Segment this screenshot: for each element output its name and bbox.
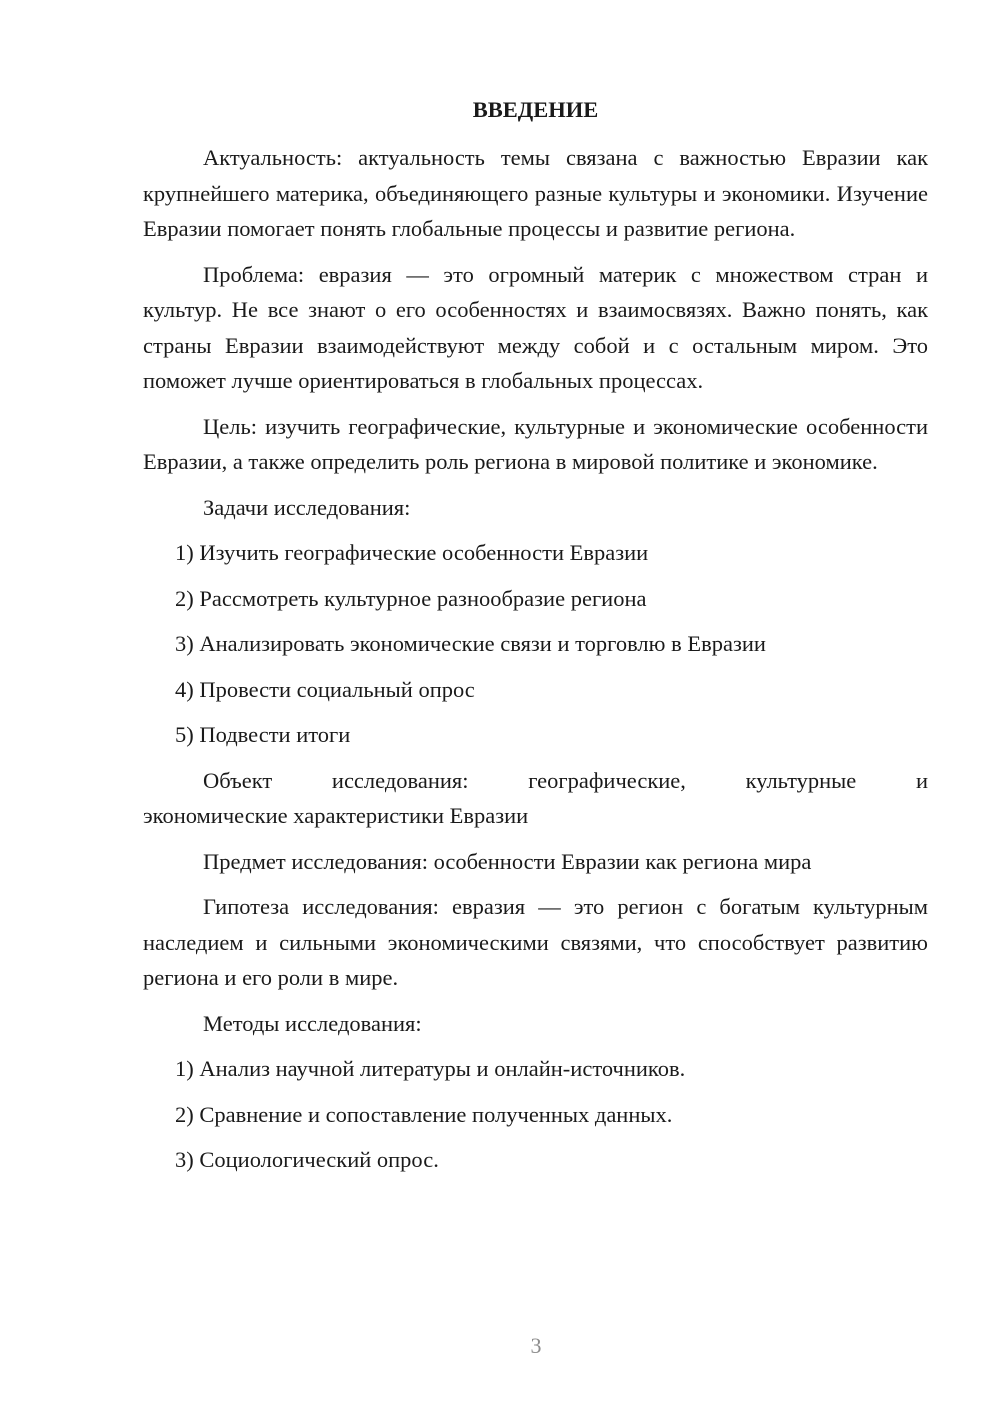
object-line-2: экономические характеристики Евразии	[143, 803, 529, 828]
page-number: 3	[530, 1333, 542, 1358]
tasks-list	[143, 535, 928, 753]
document-page	[143, 94, 928, 1188]
list-item: 1) Анализ научной литературы и онлайн-источников.	[175, 1056, 686, 1081]
list-item: 3) Социологический опрос.	[175, 1147, 439, 1172]
list-item: 2) Рассмотреть культурное разнообразие региона	[175, 585, 647, 611]
problem-paragraph: Проблема: евразия — это огромный материк с множеством стран и культур. Не все знают о его особенностях и взаимосвязях. Важно понять, как страны Евразии взаимодействуют между собой и с остальным миром. Это поможет лучше ориентироваться в глобальных процессах.	[143, 261, 928, 393]
hypothesis-paragraph: Гипотеза исследования: евразия — это регион с богатым культурным наследием и сильными экономическими связями, что способствует развитию региона и его роли в мире.	[143, 894, 928, 990]
goal-paragraph: Цель: изучить географические, культурные и экономические особенности Евразии, а также определить роль региона в мировой политике и экономике.	[143, 413, 928, 474]
list-item: 5) Подвести итоги	[175, 722, 351, 747]
page-title: ВВЕДЕНИЕ	[472, 97, 599, 122]
list-item: 2) Сравнение и сопоставление полученных данных.	[175, 1101, 673, 1127]
list-item: 4) Провести социальный опрос	[175, 676, 475, 702]
list-item: 1) Изучить географические особенности Евразии	[175, 540, 649, 565]
object-line-1: Объект исследования: географические, культурные и	[203, 767, 928, 793]
subject-paragraph: Предмет исследования: особенности Евразии как региона мира	[203, 848, 812, 874]
tasks-heading: Задачи исследования:	[203, 494, 411, 520]
list-item: 3) Анализировать экономические связи и торговлю в Евразии	[175, 631, 766, 656]
relevance-paragraph: Актуальность: актуальность темы связана с важностью Евразии как крупнейшего материка, объединяющего разные культуры и экономики. Изучение Евразии помогает понять глобальные процессы и развитие региона.	[143, 145, 928, 241]
object-paragraph	[143, 763, 928, 834]
methods-heading: Методы исследования:	[203, 1010, 422, 1036]
methods-list	[143, 1051, 928, 1178]
